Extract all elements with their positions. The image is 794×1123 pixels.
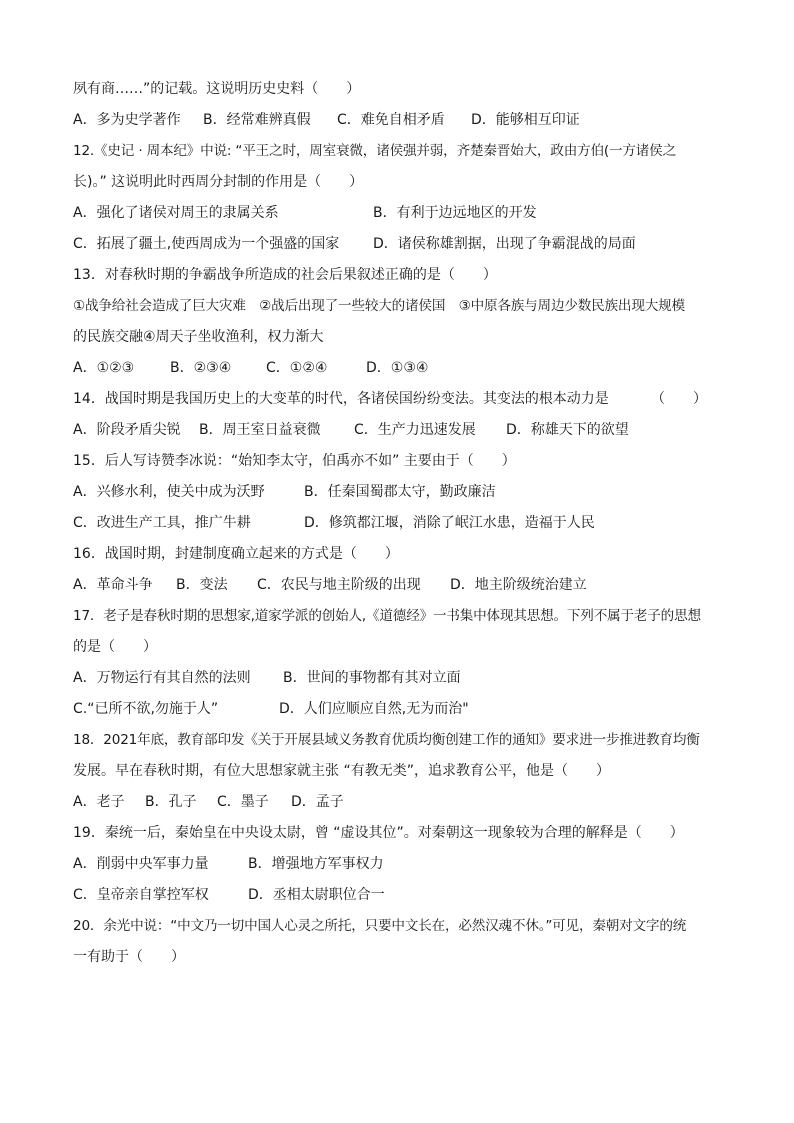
q17-stem-line1: 17．老子是春秋时期的思想家,道家学派的创始人,《道德经》一书集中体现其思想。下列不属于老子的思想	[73, 608, 701, 624]
q18-stem-line1: 18．2021年底，教育部印发《关于开展县域义务教育优质均衡创建工作的通知》要求进一步推进教育均衡	[73, 732, 700, 748]
q14-option-c: C．生产力迅速发展	[354, 422, 476, 438]
q17-options-row2	[73, 699, 733, 730]
q13-options	[73, 358, 733, 389]
q17-option-a: A．万物运行有其自然的法则	[73, 670, 251, 686]
q15-option-d: D．修筑都江堰，消除了岷江水患，造福于人民	[304, 515, 595, 531]
q17-stem-line2: 的是（ ）	[73, 639, 157, 655]
q19-option-a: A．削弱中央军事力量	[73, 856, 209, 872]
q18-options	[73, 792, 733, 823]
q13-stem: 13．对春秋时期的争霸战争所造成的社会后果叙述正确的是（ ）	[73, 267, 497, 283]
q12-stem-line1: 12.《史记 · 周本纪》中说: “平王之时，周室衰微，诸侯强并弱，齐楚秦晋始大，政由方伯(一方诸侯之	[73, 143, 676, 159]
q15-option-a: A．兴修水利，使关中成为沃野	[73, 484, 265, 500]
q17-option-c: C.“已所不欲,勿施于人”	[73, 701, 219, 717]
q15-options-row2	[73, 513, 733, 544]
q14-option-a: A．阶段矛盾尖锐	[73, 422, 181, 438]
q13-items-line1: ①战争给社会造成了巨大灾难 ②战后出现了一些较大的诸侯国 ③中原各族与周边少数民族出现大规模	[73, 298, 685, 314]
q11-option-d: D．能够相互印证	[471, 112, 580, 128]
q18-option-d: D．孟子	[291, 794, 344, 810]
q11-option-c: C．难免自相矛盾	[337, 112, 445, 128]
q13-option-b: B．②③④	[170, 360, 232, 376]
q20-stem-line2: 一有助于（ ）	[73, 949, 185, 965]
q14-option-b: B．周王室日益衰微	[199, 422, 321, 438]
q14-stem: 14．战国时期是我国历史上的大变革的时代，各诸侯国纷纷变法。其变法的根本动力是	[73, 391, 609, 407]
q19-option-c: C．皇帝亲自掌控军权	[73, 887, 209, 903]
q13-items-line2: 的民族交融④周天子坐收渔利，权力渐大	[73, 329, 324, 345]
q12-option-a: A．强化了诸侯对周王的隶属关系	[73, 205, 279, 221]
q11-option-b: B．经常难辨真假	[203, 112, 311, 128]
q12-options-row1	[73, 203, 733, 234]
q12-stem-line2: 长)。” 这说明此时西周分封制的作用是（ ）	[73, 174, 364, 190]
q12-option-b: B．有利于边远地区的开发	[373, 205, 537, 221]
q12-option-c: C．拓展了疆土,使西周成为一个强盛的国家	[73, 236, 340, 252]
q14-stem-row	[73, 389, 733, 420]
q18-option-b: B．孔子	[145, 794, 197, 810]
q18-option-c: C．墨子	[217, 794, 269, 810]
q15-stem: 15．后人写诗赞李冰说：“始知李太守，伯禹亦不如” 主要由于（ ）	[73, 453, 516, 469]
q19-options-row2	[73, 885, 733, 916]
q15-option-b: B．任秦国蜀郡太守，勤政廉洁	[304, 484, 496, 500]
q11-options	[73, 110, 733, 141]
q19-option-b: B．增强地方军事权力	[248, 856, 384, 872]
q14-answer-bracket: （ ）	[651, 391, 707, 407]
exam-page	[73, 79, 733, 978]
q16-option-a: A．革命斗争	[73, 577, 153, 593]
q11-stem-tail: 夙有商……”的记载。这说明历史史料（ ）	[73, 81, 361, 97]
q16-option-b: B．变法	[176, 577, 228, 593]
q20-stem-line1: 20．余光中说：“中文乃一切中国人心灵之所托，只要中文长在，必然汉魂不休。”可见，秦朝对文字的统	[73, 918, 687, 934]
q19-stem: 19．秦统一后，秦始皇在中央设太尉，曾 “虚设其位”。对秦朝这一现象较为合理的解释是（ ）	[73, 825, 684, 841]
q12-options-row2	[73, 234, 733, 265]
q17-option-b: B．世间的事物都有其对立面	[283, 670, 461, 686]
q18-option-a: A．老子	[73, 794, 125, 810]
q19-options-row1	[73, 854, 733, 885]
q14-option-d: D．称雄天下的欲望	[506, 422, 629, 438]
q17-options-row1	[73, 668, 733, 699]
q17-option-d: D．人们应顺应自然,无为而治"	[279, 701, 469, 717]
q14-options	[73, 420, 733, 451]
q13-option-c: C．①②④	[266, 360, 328, 376]
q13-option-a: A．①②③	[73, 360, 135, 376]
q18-stem-line2: 发展。早在春秋时期，有位大思想家就主张 “有教无类”，追求教育公平，他是（ ）	[73, 763, 610, 779]
q16-option-c: C．农民与地主阶级的出现	[257, 577, 421, 593]
q11-option-a: A．多为史学著作	[73, 112, 181, 128]
q16-stem: 16．战国时期，封建制度确立起来的方式是（ ）	[73, 546, 399, 562]
q16-options	[73, 575, 733, 606]
q16-option-d: D．地主阶级统治建立	[450, 577, 587, 593]
q15-option-c: C．改进生产工具，推广牛耕	[73, 515, 251, 531]
q12-option-d: D．诸侯称雄割据，出现了争霸混战的局面	[373, 236, 636, 252]
q15-options-row1	[73, 482, 733, 513]
q13-option-d: D．①③④	[366, 360, 429, 376]
q19-option-d: D．丞相太尉职位合一	[248, 887, 385, 903]
